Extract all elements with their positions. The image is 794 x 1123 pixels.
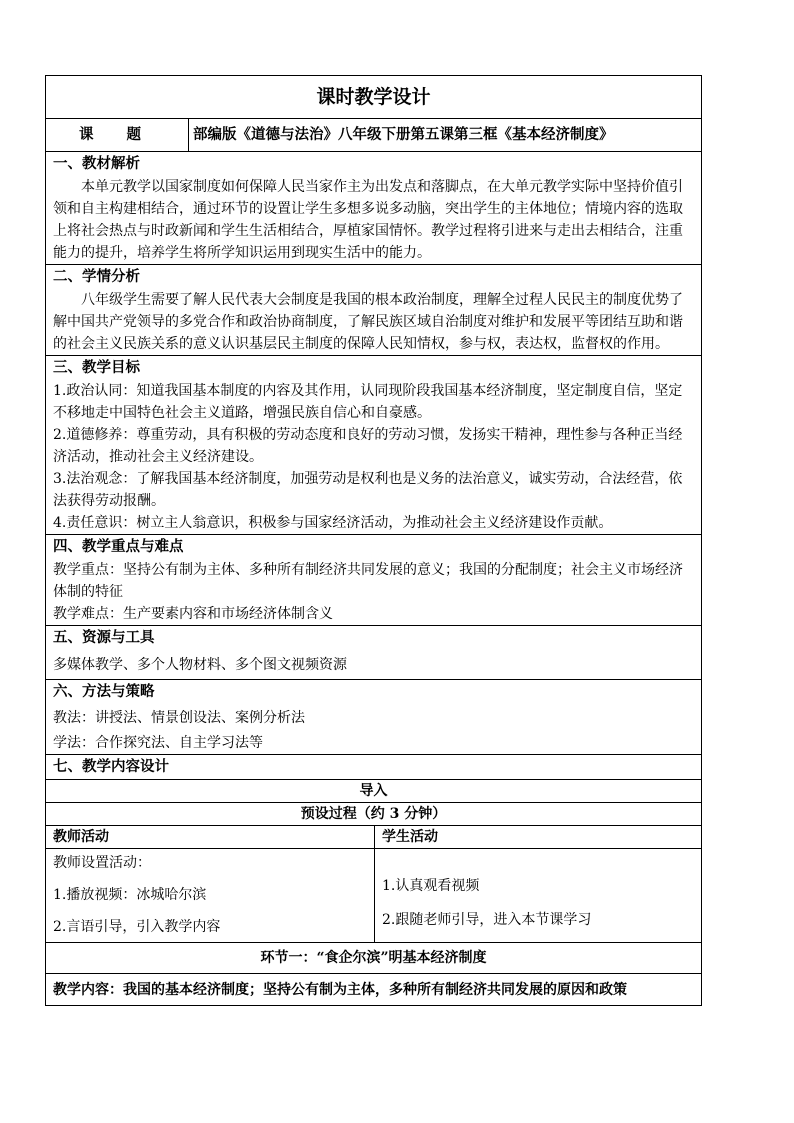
teacher-activity-item: 1.播放视频：冰城哈尔滨 xyxy=(53,887,207,903)
lesson-design-table xyxy=(45,75,702,1006)
teaching-method-text: 教法：讲授法、情景创设法、案例分析法 xyxy=(53,710,305,726)
student-activity-cell xyxy=(375,849,702,943)
section-teaching-goals xyxy=(46,356,702,535)
document-title: 课时教学设计 xyxy=(46,76,702,119)
key-point-text: 教学重点：坚持公有制为主体、多种所有制经济共同发展的意义；我国的分配制度；社会主义市场经济体制的特征 xyxy=(53,562,683,600)
section-heading: 六、方法与策略 xyxy=(53,683,155,700)
teacher-activity-item: 2.言语引导，引入教学内容 xyxy=(53,919,221,935)
section-student-analysis xyxy=(46,265,702,356)
subject-value: 部编版《道德与法治》八年级下册第五课第三框《基本经济制度》 xyxy=(189,119,702,152)
goal-item: 2.道德修养：尊重劳动，具有积极的劳动态度和良好的劳动习惯，发扬实干精神，理性参与各种正当经济活动，推动社会主义经济建设。 xyxy=(53,427,683,465)
goal-item: 3.法治观念：了解我国基本经济制度，加强劳动是权利也是义务的法治意义，诚实劳动，合法经营，依法获得劳动报酬。 xyxy=(53,471,683,509)
intro-label: 导入 xyxy=(46,780,702,803)
teacher-activity-header: 教师活动 xyxy=(46,826,375,849)
section-heading: 五、资源与工具 xyxy=(53,629,155,646)
section-heading: 三、教学目标 xyxy=(53,359,140,376)
section-body: 本单元教学以国家制度如何保障人民当家作主为出发点和落脚点，在大单元教学实际中坚持价值引领和自主构建相结合，通过环节的设置让学生多想多说多动脑，突出学生的主体地位；情境内容的选取上将社会热点与时政新闻和学生生活相结合，厚植家国情怀。教学过程将引进来与走出去相结合，注重能力的提升，培养学生将所学知识运用到现实生活中的能力。 xyxy=(53,179,683,261)
section-heading: 二、学情分析 xyxy=(53,268,140,285)
section-content-design-heading: 七、教学内容设计 xyxy=(46,755,702,780)
teacher-activity-item: 教师设置活动： xyxy=(53,855,151,871)
section-body: 八年级学生需要了解人民代表大会制度是我国的根本政治制度，理解全过程人民民主的制度优势了解中国共产党领导的多党合作和政治协商制度，了解民族区域自治制度对维护和发展平等团结互助和谐的社会主义民族关系的意义认识基层民主制度的保障人民知情权，参与权，表达权，监督权的作用。 xyxy=(53,292,683,352)
difficulty-text: 教学难点：生产要素内容和市场经济体制含义 xyxy=(53,606,333,622)
section-body: 多媒体教学、多个人物材料、多个图文视频资源 xyxy=(53,657,347,673)
learning-method-text: 学法：合作探究法、自主学习法等 xyxy=(53,735,263,751)
lesson-design-document xyxy=(45,75,701,1006)
goal-item: 4.责任意识：树立主人翁意识，积极参与国家经济活动，为推动社会主义经济建设作贡献。 xyxy=(53,515,613,531)
goal-item: 1.政治认同：知道我国基本制度的内容及其作用，认同现阶段我国基本经济制度，坚定制度自信，坚定不移地走中国特色社会主义道路，增强民族自信心和自豪感。 xyxy=(53,383,683,421)
link-one-heading: 环节一：“食企尔滨”明基本经济制度 xyxy=(46,943,702,974)
teacher-activity-cell xyxy=(46,849,375,943)
section-key-points xyxy=(46,535,702,626)
section-resources xyxy=(46,626,702,680)
section-methods xyxy=(46,680,702,755)
student-activity-item: 1.认真观看视频 xyxy=(382,878,480,894)
section-heading: 四、教学重点与难点 xyxy=(53,538,184,555)
section-heading: 一、教材解析 xyxy=(53,155,140,172)
student-activity-header: 学生活动 xyxy=(375,826,702,849)
subject-label: 课 题 xyxy=(46,119,189,152)
student-activity-item: 2.跟随老师引导，进入本节课学习 xyxy=(382,912,592,928)
section-textbook-analysis xyxy=(46,152,702,265)
intro-process-label: 预设过程（约 3 分钟） xyxy=(46,803,702,826)
teaching-content-text: 教学内容：我国的基本经济制度；坚持公有制为主体，多种所有制经济共同发展的原因和政策 xyxy=(46,974,702,1006)
